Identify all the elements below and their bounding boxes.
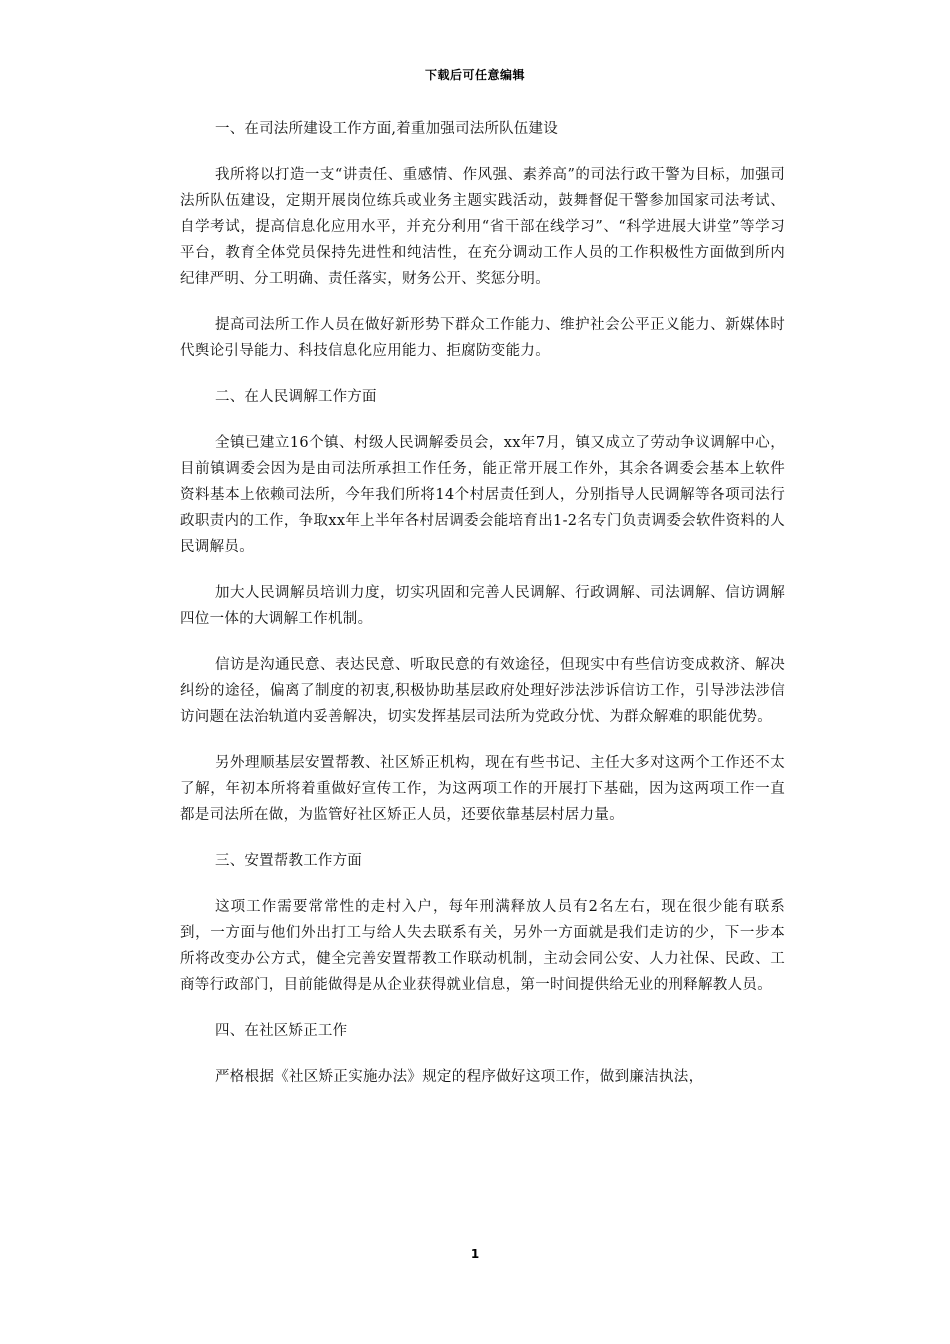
paragraph-team-building: 我所将以打造一支“讲责任、重感情、作风强、素养高”的司法行政干警为目标，加强司法所队伍建设，定期开展岗位练兵或业务主题实践活动，鼓舞督促干警参加国家司法考试、自学考试，提高信息化应用水平，并充分利用“省干部在线学习”、“科学进展大讲堂”等学习平台，教育全体党员保持先进性和纯洁性，在充分调动工作人员的工作积极性方面做到所内纪律严明、分工明确、责任落实，财务公开、奖惩分明。 (180, 167, 785, 287)
page-number: 1 (470, 1247, 480, 1261)
section-heading-4: 四、在社区矫正工作 (215, 1023, 348, 1039)
header-note: 下载后可任意编辑 (424, 68, 525, 82)
paragraph-community-correction: 严格根据《社区矫正实施办法》规定的程序做好这项工作，做到廉洁执法， (215, 1069, 704, 1085)
paragraph-mediation-committees: 全镇已建立16个镇、村级人民调解委员会，xx年7月，镇又成立了劳动争议调解中心，目前镇调委会因为是由司法所承担工作任务，能正常开展工作外，其余各调委会基本上软件资料基本上依赖司法所，今年我们所将14个村居责任到人，分别指导人民调解等各项司法行政职责内的工作，争取xx年上半年各村居调委会能培育出1-2名专门负责调委会软件资料的人民调解员。 (180, 435, 785, 555)
section-heading-3: 三、安置帮教工作方面 (215, 853, 362, 869)
paragraph-resettlement: 这项工作需要常常性的走村入户，每年刑满释放人员有2名左右，现在很少能有联系到，一方面与他们外出打工与给人失去联系有关，另外一方面就是我们走访的少，下一步本所将改变办公方式，健全完善安置帮教工作联动机制，主动会同公安、人力社保、民政、工商等行政部门，目前能做得是从企业获得就业信息，第一时间提供给无业的刑释解教人员。 (180, 899, 785, 993)
paragraph-capability: 提高司法所工作人员在做好新形势下群众工作能力、维护社会公平正义能力、新媒体时代舆论引导能力、科技信息化应用能力、拒腐防变能力。 (180, 317, 785, 359)
paragraph-community-correction-org: 另外理顺基层安置帮教、社区矫正机构，现在有些书记、主任大多对这两个工作还不太了解，年初本所将着重做好宣传工作，为这两项工作的开展打下基础，因为这两项工作一直都是司法所在做，为监管好社区矫正人员，还要依靠基层村居力量。 (180, 755, 785, 823)
paragraph-mediator-training: 加大人民调解员培训力度，切实巩固和完善人民调解、行政调解、司法调解、信访调解四位一体的大调解工作机制。 (180, 585, 785, 627)
document-body (180, 116, 785, 1110)
section-heading-2: 二、在人民调解工作方面 (215, 389, 377, 405)
section-heading-1: 一、在司法所建设工作方面,着重加强司法所队伍建设 (215, 121, 558, 137)
paragraph-petition: 信访是沟通民意、表达民意、听取民意的有效途径，但现实中有些信访变成救济、解决纠纷的途径，偏离了制度的初衷,积极协助基层政府处理好涉法涉诉信访工作，引导涉法涉信访问题在法治轨道内妥善解决，切实发挥基层司法所为党政分忧、为群众解难的职能优势。 (180, 657, 785, 725)
